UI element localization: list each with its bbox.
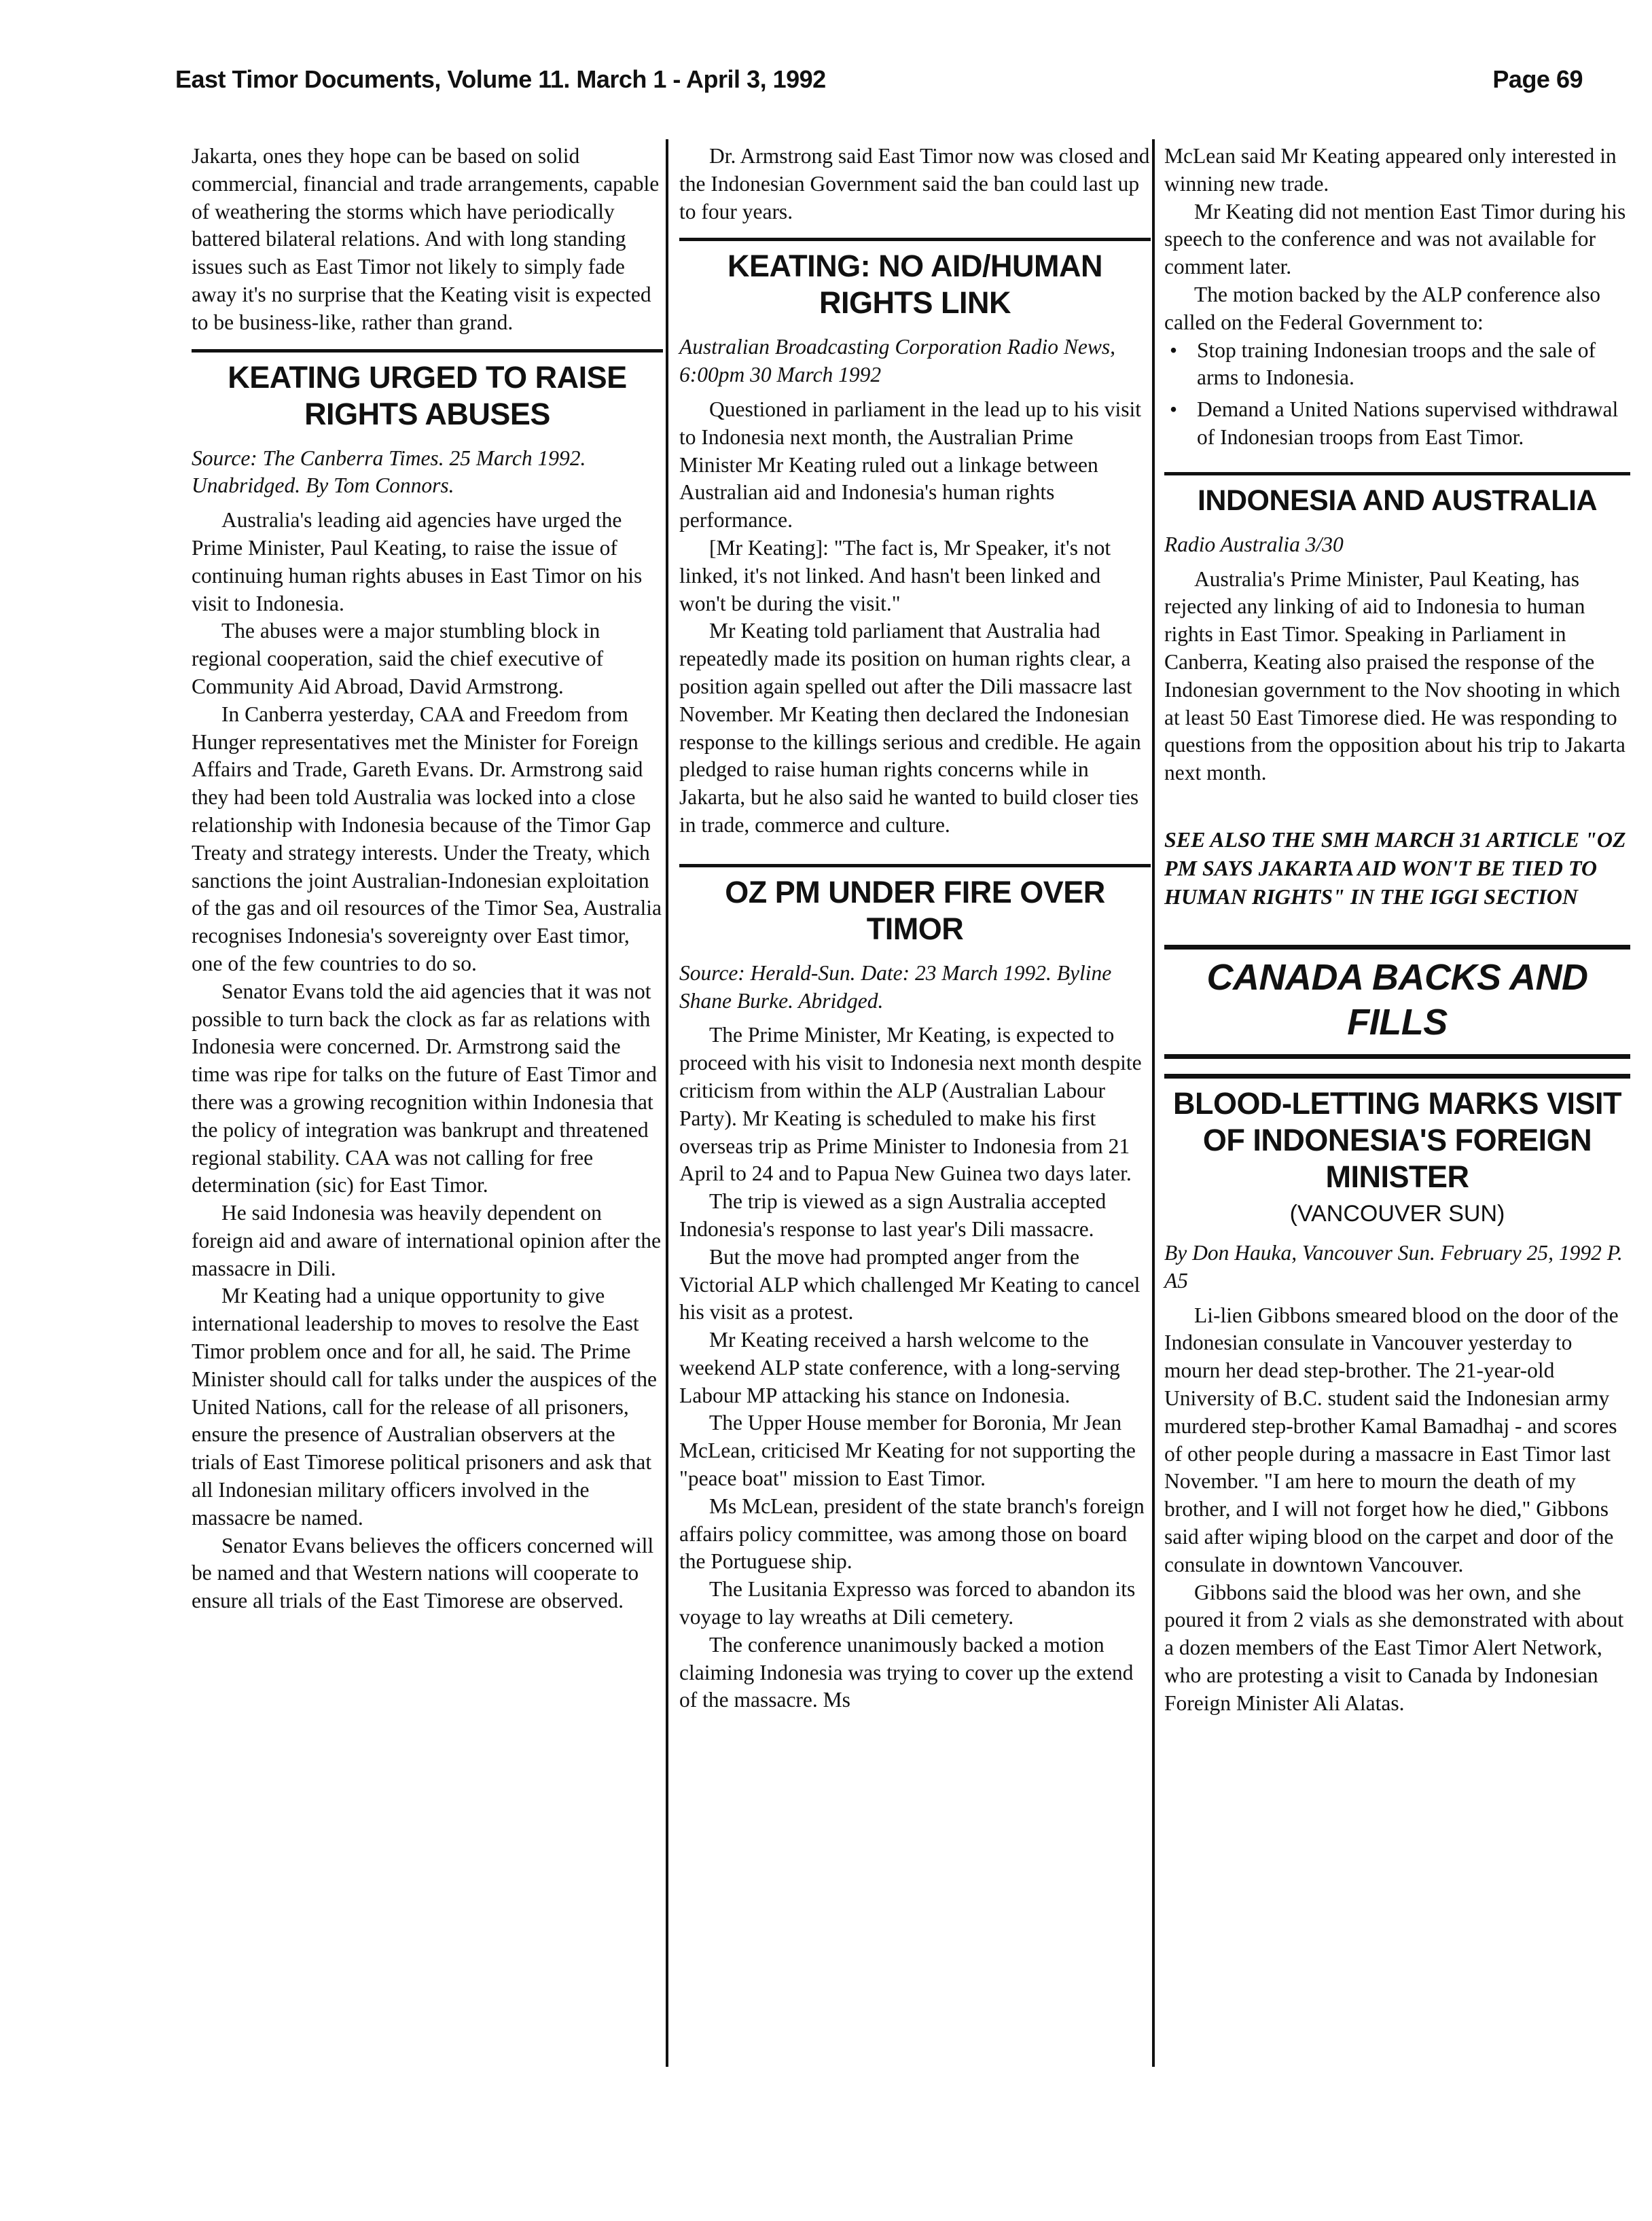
article-source: Radio Australia 3/30 bbox=[1164, 532, 1344, 556]
article-headline: OZ PM UNDER FIRE OVER TIMOR bbox=[725, 874, 1105, 946]
article-paragraph: The conference unanimously backed a motion claiming Indonesia was trying to cover up the extend of the massacre. Ms bbox=[679, 1632, 1134, 1712]
article-paragraph: Senator Evans believes the officers concerned will be named and that Western nations will cooperate to ensure all trials of the East Timorese are observed. bbox=[192, 1533, 654, 1613]
article-paragraph: Li-lien Gibbons smeared blood on the door of the Indonesian consulate in Vancouver yesterday to mourn her dead step-brother. The 21-year-old University of B.C. student said the Indonesian army murdered step-brother Kamal Bamadhaj - and scores of other people during a massacre in East Timor last November. "I am here to mourn the death of my brother, and I will not forget how he died," Gibbons said after wiping blood on the carpet and door of the consulate in downtown Vancouver. bbox=[1164, 1303, 1619, 1576]
continued-paragraph: McLean said Mr Keating appeared only interested in winning new trade. bbox=[1164, 144, 1617, 196]
article-divider bbox=[679, 864, 1151, 867]
bullet-icon: • bbox=[1170, 338, 1178, 362]
article-headline: INDONESIA AND AUSTRALIA bbox=[1197, 484, 1598, 517]
article-paragraph: Mr Keating told parliament that Australia had repeatedly made its position on human rights clear, a position again spelled out after the Dili massacre last November. Mr Keating then declared the Indonesian response to the killings serious and credible. He again pledged to raise human rights concerns while in Jakarta, but he also said he wanted to build closer ties in trade, commerce and culture. bbox=[679, 619, 1141, 837]
see-also-note: SEE ALSO THE SMH MARCH 31 ARTICLE "OZ PM SAYS JAKARTA AID WON'T BE TIED TO HUMAN RIGHTS" IN THE IGGI SECTION bbox=[1164, 827, 1626, 909]
continued-paragraph: Jakarta, ones they hope can be based on solid commercial, financial and trade arrangements, capable of weathering the storms which have periodically battered bilateral relations. And with long standing issues such as East Timor not likely to simply fade away it's no surprise that the Keating visit is expected to be business-like, rather than grand. bbox=[192, 144, 660, 334]
article-paragraph: The abuses were a major stumbling block in regional cooperation, said the chief executive of Community Aid Abroad, David Armstrong. bbox=[192, 619, 604, 698]
column-3 bbox=[1164, 143, 1630, 1717]
article-paragraph: The trip is viewed as a sign Australia accepted Indonesia's response to last year's Dili massacre. bbox=[679, 1189, 1107, 1241]
bullet-icon: • bbox=[1170, 397, 1178, 422]
section-divider bbox=[1164, 1054, 1630, 1059]
article-paragraph: Australia's Prime Minister, Paul Keating, has rejected any linking of aid to Indonesia to human rights in East Timor. Speaking in Parliament in Canberra, Keating also praised the response of the Indonesian government to the Nov shooting in which at least 50 East Timorese died. He was responding to questions from the opposition about his trip to Jakarta next month. bbox=[1164, 566, 1626, 785]
article-source: Source: Herald-Sun. Date: 23 March 1992. Byline Shane Burke. Abridged. bbox=[679, 960, 1112, 1013]
column-rule-1 bbox=[666, 139, 668, 2067]
article-paragraph: Mr Keating did not mention East Timor during his speech to the conference and was not available for comment later. bbox=[1164, 199, 1626, 279]
article-headline: KEATING URGED TO RAISE RIGHTS ABUSES bbox=[228, 359, 627, 431]
article-paragraph: Senator Evans told the aid agencies that it was not possible to turn back the clock as far as relations with Indonesia were concerned. Dr. Armstrong said the time was ripe for talks on the future of East Timor and there was a growing recognition within Indonesia that the policy of integration was bankrupt and threatened regional stability. CAA was not calling for free determination (sic) for East Timor. bbox=[192, 979, 658, 1197]
article-paragraph: But the move had prompted anger from the Victorial ALP which challenged Mr Keating to cancel his visit as a protest. bbox=[679, 1244, 1141, 1324]
column-1 bbox=[192, 143, 663, 1615]
article-paragraph: Ms McLean, president of the state branch's foreign affairs policy committee, was among those on board the Portuguese ship. bbox=[679, 1494, 1145, 1574]
page-header bbox=[175, 65, 1583, 106]
article-subsource: (VANCOUVER SUN) bbox=[1289, 1200, 1505, 1227]
article-divider bbox=[679, 238, 1151, 241]
list-item: • Stop training Indonesian troops and the sale of arms to Indonesia. bbox=[1170, 338, 1596, 390]
article-paragraph: Australia's leading aid agencies have urged the Prime Minister, Paul Keating, to raise the issue of continuing human rights abuses in East Timor on his visit to Indonesia. bbox=[192, 508, 643, 615]
article-source: Australian Broadcasting Corporation Radio News, 6:00pm 30 March 1992 bbox=[679, 335, 1115, 387]
article-paragraph: Gibbons said the blood was her own, and she poured it from 2 vials as she demonstrated with about a dozen members of the East Timor Alert Network, who are protesting a visit to Canada by Indonesian Foreign Minister Ali Alatas. bbox=[1164, 1580, 1624, 1715]
column-rule-2 bbox=[1152, 139, 1155, 2067]
article-paragraph: Mr Keating had a unique opportunity to give international leadership to moves to resolve the East Timor problem once and for all, he said. The Prime Minister should call for talks under the auspices of the United Nations, call for the release of all prisoners, ensure the presence of Australian observers at the trials of East Timorese political prisoners and ask that all Indonesian military officers involved in the massacre be named. bbox=[192, 1284, 657, 1530]
article-source: By Don Hauka, Vancouver Sun. February 25, 1992 P. A5 bbox=[1164, 1240, 1623, 1293]
list-item: • Demand a United Nations supervised withdrawal of Indonesian troops from East Timor. bbox=[1170, 397, 1619, 449]
article-paragraph: The Upper House member for Boronia, Mr Jean McLean, criticised Mr Keating for not supporting the "peace boat" mission to East Timor. bbox=[679, 1411, 1136, 1491]
column-2 bbox=[679, 143, 1151, 1714]
article-paragraph: The Lusitania Expresso was forced to abandon its voyage to lay wreaths at Dili cemetery. bbox=[679, 1577, 1136, 1629]
continued-paragraph: Dr. Armstrong said East Timor now was closed and the Indonesian Government said the ban could last up to four years. bbox=[679, 144, 1150, 223]
section-divider bbox=[1164, 1074, 1630, 1079]
article-paragraph: The motion backed by the ALP conference also called on the Federal Government to: bbox=[1164, 282, 1601, 334]
section-divider bbox=[1164, 945, 1630, 950]
article-divider bbox=[1164, 472, 1630, 475]
article-source: Source: The Canberra Times. 25 March 1992. Unabridged. By Tom Connors. bbox=[192, 446, 586, 498]
bullet-list bbox=[1164, 337, 1630, 452]
page-number: Page 69 bbox=[1492, 65, 1583, 93]
article-paragraph: Mr Keating received a harsh welcome to the weekend ALP state conference, with a long-serving Labour MP attacking his stance on Indonesia. bbox=[679, 1328, 1120, 1407]
article-divider bbox=[192, 349, 663, 353]
article-headline: KEATING: NO AID/HUMAN RIGHTS LINK bbox=[728, 249, 1102, 321]
article-paragraph: He said Indonesia was heavily dependent on foreign aid and aware of international opinion after the massacre in Dili. bbox=[192, 1201, 661, 1280]
article-paragraph: Questioned in parliament in the lead up to his visit to Indonesia next month, the Australian Prime Minister Mr Keating ruled out a linkage between Australian aid and Indonesia's human rights performance. bbox=[679, 397, 1142, 532]
running-title: East Timor Documents, Volume 11. March 1 - April 3, 1992 bbox=[175, 65, 826, 93]
article-headline: BLOOD-LETTING MARKS VISIT OF INDONESIA'S FOREIGN MINISTER bbox=[1173, 1085, 1621, 1194]
article-paragraph: The Prime Minister, Mr Keating, is expected to proceed with his visit to Indonesia next month despite criticism from within the ALP (Australian Labour Party). Mr Keating is scheduled to make his first overseas trip as Prime Minister to Indonesia from 21 April to 24 and to Papua New Guinea two days later. bbox=[679, 1023, 1142, 1186]
section-title: CANADA BACKS AND FILLS bbox=[1206, 956, 1588, 1043]
article-paragraph: [Mr Keating]: "The fact is, Mr Speaker, it's not linked, it's not linked. And hasn't been linked and won't be during the visit." bbox=[679, 535, 1111, 615]
article-paragraph: In Canberra yesterday, CAA and Freedom from Hunger representatives met the Minister for Foreign Affairs and Trade, Gareth Evans. Dr. Armstrong said they had been told Australia was locked into a close relationship with Indonesia because of the Timor Gap Treaty and strategy interests. Under the Treaty, which sanctions the joint Australian-Indonesian exploitation of the gas and oil resources of the Timor Sea, Australia recognises Indonesia's sovereignty over East timor, one of the few countries to do so. bbox=[192, 702, 662, 975]
